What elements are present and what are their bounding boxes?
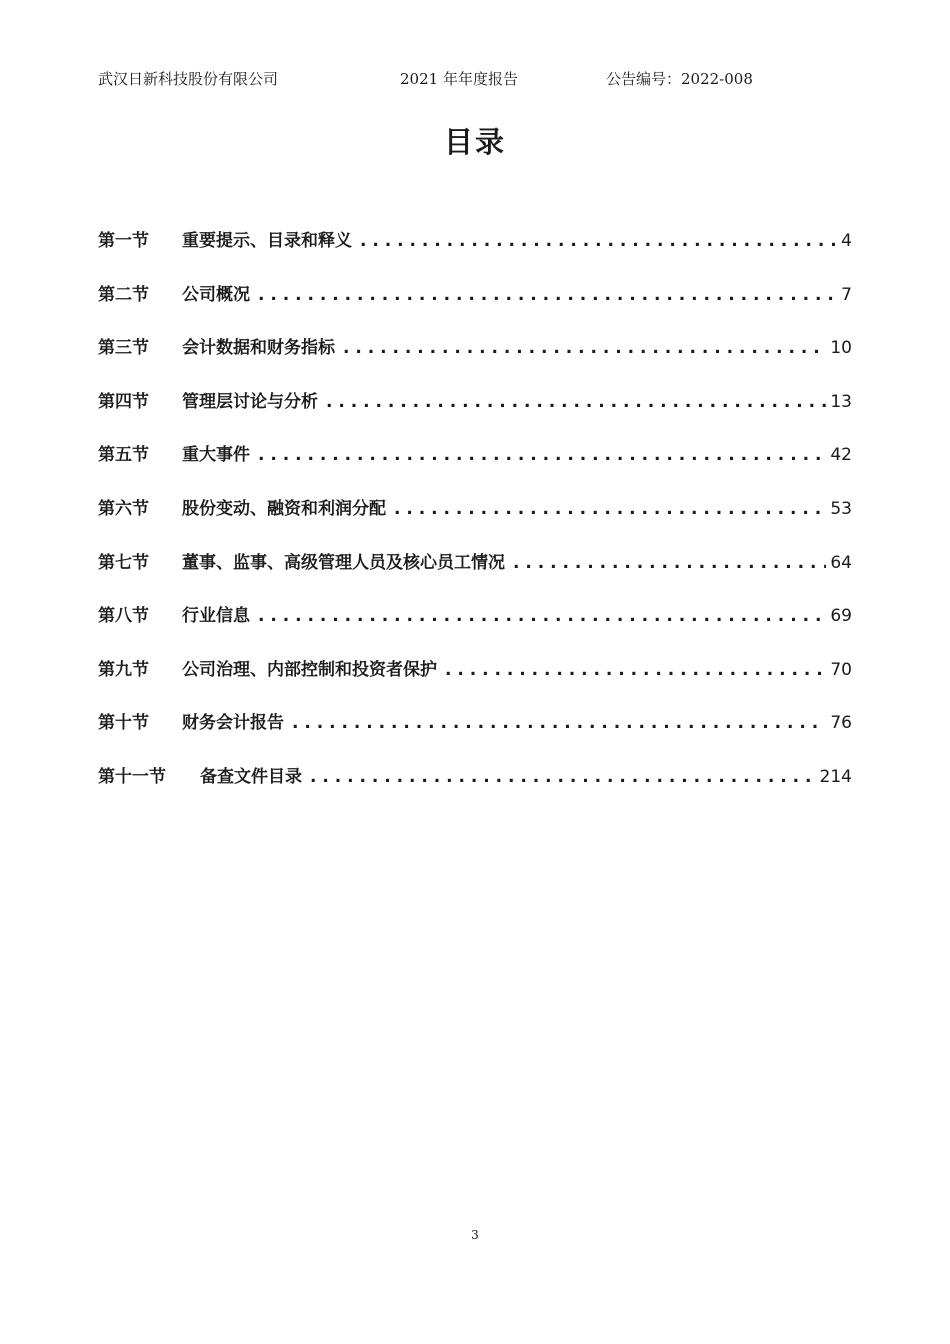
toc-page-number: 42 <box>830 445 852 466</box>
toc-page-number: 214 <box>819 766 852 787</box>
toc-page-number: 13 <box>830 391 852 412</box>
header-report-title: 2021 年年度报告 <box>400 70 518 88</box>
toc-entry[interactable] <box>98 333 852 387</box>
toc-section-number: 第八节 <box>98 606 149 627</box>
page-title: 目录 <box>443 125 506 159</box>
toc-section-name: 董事、监事、高级管理人员及核心员工情况 <box>182 552 505 573</box>
toc-section-name: 重要提示、目录和释义 <box>182 231 352 251</box>
toc-entry[interactable] <box>98 548 852 602</box>
header-company-name: 武汉日新科技股份有限公司 <box>98 70 279 88</box>
toc-section-name: 备查文件目录 <box>200 766 302 787</box>
toc-section-number: 第六节 <box>98 498 149 519</box>
page-number: 3 <box>471 1228 479 1242</box>
toc-section-number: 第七节 <box>98 552 149 573</box>
toc-page-number: 10 <box>830 338 852 359</box>
toc-entry[interactable] <box>98 440 852 494</box>
toc-section-name: 重大事件 <box>182 445 250 466</box>
toc-section-name: 公司治理、内部控制和投资者保护 <box>182 659 437 680</box>
toc-entry[interactable] <box>98 708 852 762</box>
toc-entry[interactable] <box>98 762 852 816</box>
toc-leader-dots <box>394 499 826 519</box>
toc-leader-dots <box>343 338 826 358</box>
toc-page-number: 7 <box>841 284 852 305</box>
page-header <box>98 68 858 90</box>
toc-leader-dots <box>445 660 826 680</box>
toc-section-number: 第一节 <box>98 231 149 251</box>
toc-section-number: 第四节 <box>98 391 149 412</box>
toc-entry[interactable] <box>98 280 852 334</box>
toc-page-number: 70 <box>830 659 852 680</box>
toc-section-name: 行业信息 <box>182 606 250 627</box>
toc-section-number: 第三节 <box>98 338 149 359</box>
toc-leader-dots <box>360 231 837 251</box>
toc-section-number: 第十一节 <box>98 766 166 787</box>
toc-entry[interactable] <box>98 601 852 655</box>
toc-entry[interactable] <box>98 655 852 709</box>
toc-leader-dots <box>513 553 826 573</box>
toc-leader-dots <box>258 445 826 465</box>
toc-section-number: 第十节 <box>98 713 149 734</box>
toc-entry[interactable] <box>98 387 852 441</box>
toc-leader-dots <box>310 767 816 787</box>
toc-section-name: 管理层讨论与分析 <box>182 391 318 412</box>
toc-section-name: 财务会计报告 <box>182 713 284 734</box>
toc-leader-dots <box>292 713 826 733</box>
toc-section-number: 第二节 <box>98 284 149 305</box>
toc-page-number: 4 <box>841 231 852 251</box>
toc-section-name: 会计数据和财务指标 <box>182 338 335 359</box>
toc-leader-dots <box>258 285 837 305</box>
toc-section-number: 第五节 <box>98 445 149 466</box>
toc-section-name: 公司概况 <box>182 284 250 305</box>
toc-page-number: 53 <box>830 498 852 519</box>
toc-page-number: 64 <box>830 552 852 573</box>
toc-page-number: 76 <box>830 713 852 734</box>
toc-entry[interactable] <box>98 226 852 280</box>
toc-leader-dots <box>326 392 826 412</box>
toc-section-number: 第九节 <box>98 659 149 680</box>
table-of-contents <box>98 226 852 816</box>
toc-section-name: 股份变动、融资和利润分配 <box>182 498 386 519</box>
header-notice-number: 公告编号：2022-008 <box>606 70 753 88</box>
toc-leader-dots <box>258 606 826 626</box>
toc-entry[interactable] <box>98 494 852 548</box>
toc-page-number: 69 <box>830 606 852 627</box>
